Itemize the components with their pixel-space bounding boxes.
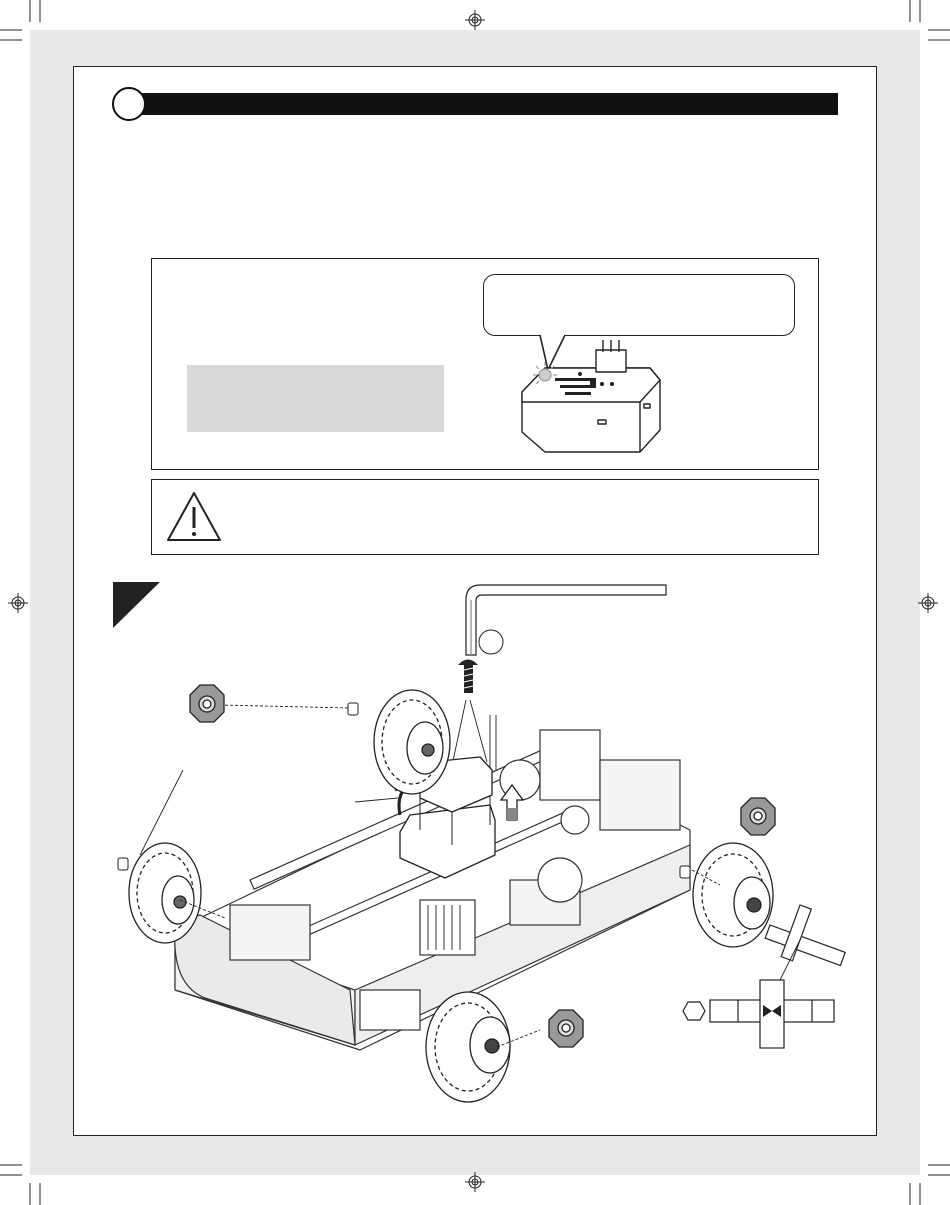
speech-bubble <box>483 274 795 336</box>
registration-mark-icon <box>8 10 938 1192</box>
caution-box <box>151 479 819 555</box>
section-header-bar <box>134 93 838 115</box>
step-number-circle <box>112 87 146 121</box>
grey-note-panel <box>187 365 444 432</box>
